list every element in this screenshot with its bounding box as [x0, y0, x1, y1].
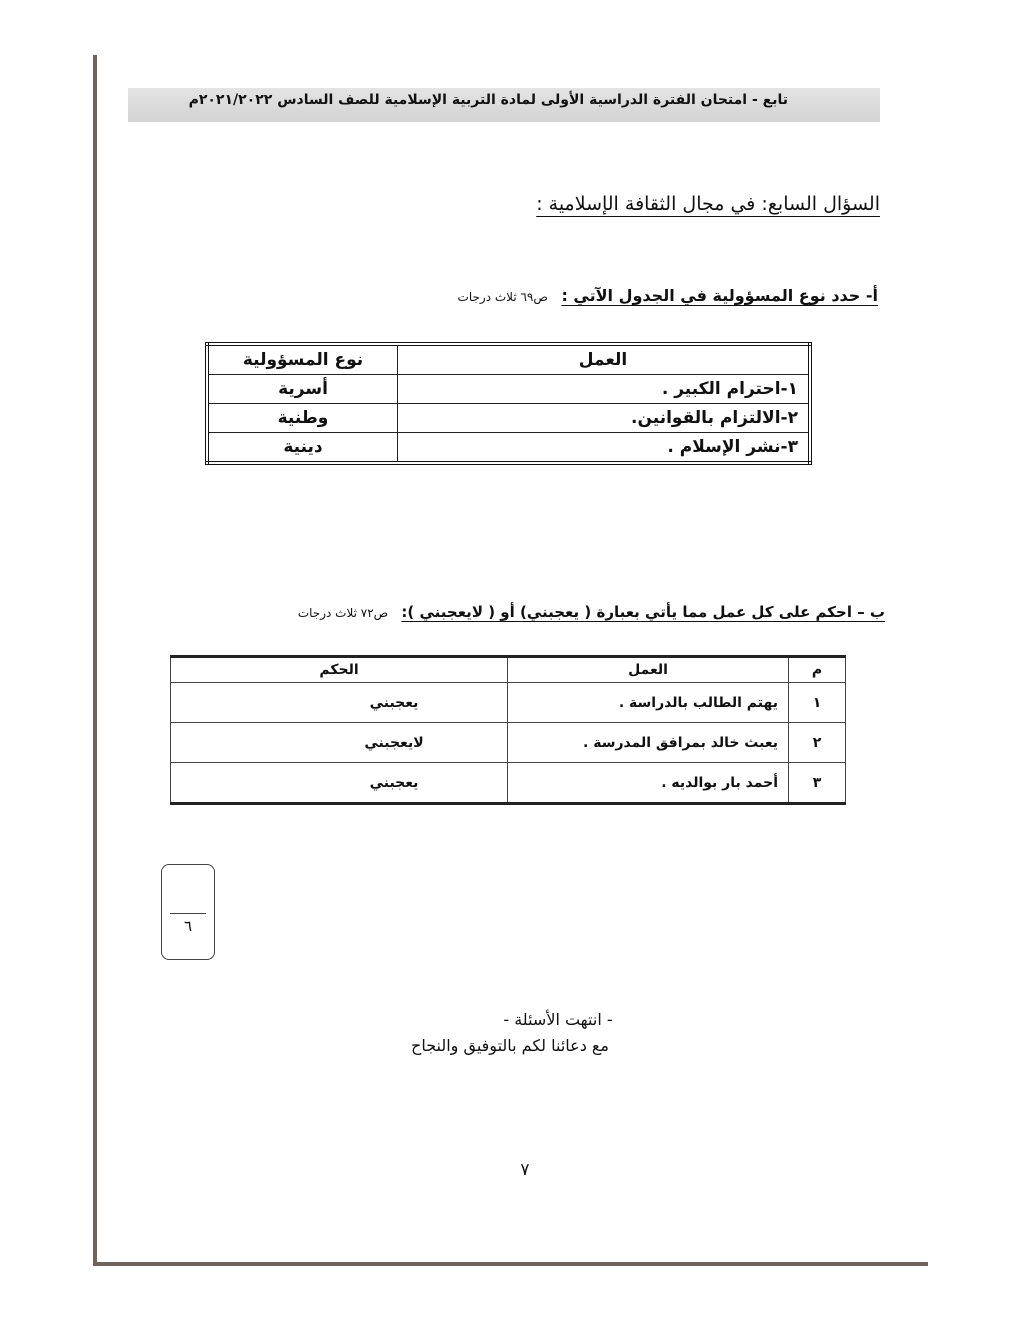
part-b-instruction: ب – احكم على كل عمل مما يأتي بعبارة ( يعجبني) أو ( لايعجبني ): [401, 603, 885, 621]
part-b-instruction-line [298, 603, 885, 621]
header-work: العمل [508, 657, 789, 683]
work-cell: أحمد بار بوالديه . [508, 763, 789, 804]
paper-bottom-edge [93, 1262, 928, 1266]
act-cell: ٣-نشر الإسلام . [398, 433, 811, 464]
part-a-instruction: أ- حدد نوع المسؤولية في الجدول الآتي : [561, 286, 878, 305]
judgment-cell: يعجبني [171, 683, 508, 723]
header-judgment: الحكم [171, 657, 508, 683]
table-row [171, 763, 846, 804]
judgment-cell: يعجبني [171, 763, 508, 804]
exam-header-text: تابع - امتحان الفترة الدراسية الأولى لمادة التربية الإسلامية للصف السادس ٢٠٢١/٢٠٢٢م [188, 92, 788, 108]
table-row [207, 433, 810, 464]
header-act: العمل [398, 344, 811, 375]
work-cell: يعبث خالد بمرافق المدرسة . [508, 723, 789, 763]
end-of-questions: - انتهت الأسئلة - [503, 1010, 613, 1029]
type-cell: دينية [207, 433, 398, 464]
type-cell: أسرية [207, 375, 398, 404]
table-header-row [207, 344, 810, 375]
table-row [171, 723, 846, 763]
grade-value: ٦ [183, 917, 193, 935]
exam-header [128, 88, 880, 122]
responsibility-table [205, 342, 812, 465]
grade-box [161, 864, 215, 960]
part-a-instruction-line [458, 286, 878, 305]
paper-left-edge [93, 55, 97, 1265]
type-cell: وطنية [207, 404, 398, 433]
table-header-row [171, 657, 846, 683]
part-b-note: ص٧٢ ثلاث درجات [297, 606, 389, 620]
act-cell: ١-احترام الكبير . [398, 375, 811, 404]
number-cell: ١ [789, 683, 846, 723]
number-cell: ٣ [789, 763, 846, 804]
table-row [207, 404, 810, 433]
judgment-cell: لايعجبني [171, 723, 508, 763]
question-title: السؤال السابع: في مجال الثقافة الإسلامية : [536, 193, 880, 215]
grade-divider [170, 913, 206, 914]
judgment-table [170, 655, 846, 805]
table-row [207, 375, 810, 404]
header-number: م [789, 657, 846, 683]
work-cell: يهتم الطالب بالدراسة . [508, 683, 789, 723]
good-luck-message: مع دعائنا لكم بالتوفيق والنجاح [410, 1036, 609, 1055]
act-cell: ٢-الالتزام بالقوانين. [398, 404, 811, 433]
number-cell: ٢ [789, 723, 846, 763]
table-row [171, 683, 846, 723]
header-type: نوع المسؤولية [207, 344, 398, 375]
page-number: ٧ [520, 1160, 530, 1180]
part-a-note: ص٦٩ ثلاث درجات [457, 290, 548, 304]
